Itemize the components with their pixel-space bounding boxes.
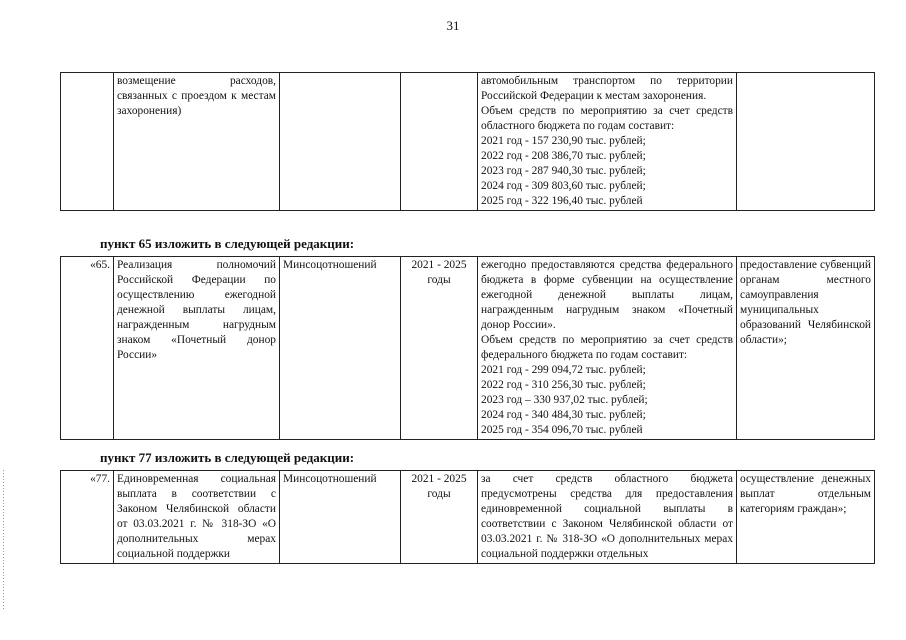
executor-cell bbox=[280, 73, 401, 211]
executor-cell: Минсоцотношений bbox=[280, 471, 401, 564]
row-number-cell: «65. bbox=[61, 257, 114, 440]
description-cell: автомобильным транспортом по территории Российской Федерации к местам захоронения. Объем средств по мероприятию за счет средств областного бюджета по годам составит: 2021 год - 157 230,90 тыс. рублей; 2022 год - 208 386,70 тыс. рублей; 2023 год - 287 940,30 тыс. рублей; 2024 год - 309 803,60 тыс. рублей; 2025 год - 322 196,40 тыс. рублей bbox=[478, 73, 737, 211]
row-number-cell bbox=[61, 73, 114, 211]
row-number-cell: «77. bbox=[61, 471, 114, 564]
program-table-continuation bbox=[60, 72, 875, 211]
result-cell: предоставление субвенций органам местного самоуправления муниципальных образований Челябинской области»; bbox=[737, 257, 875, 440]
table-row bbox=[61, 73, 875, 211]
years-cell: 2021 - 2025 годы bbox=[401, 257, 478, 440]
executor-cell: Минсоцотношений bbox=[280, 257, 401, 440]
scan-margin-mark bbox=[3, 470, 4, 610]
amendment-heading-77: пункт 77 изложить в следующей редакции: bbox=[100, 450, 355, 465]
amendment-heading-65: пункт 65 изложить в следующей редакции: bbox=[100, 236, 355, 251]
page-number: 31 bbox=[446, 18, 460, 33]
years-cell bbox=[401, 73, 478, 211]
table-row bbox=[61, 257, 875, 440]
years-cell: 2021 - 2025 годы bbox=[401, 471, 478, 564]
measure-name-cell: возмещение расходов, связанных с проездом к местам захоронения) bbox=[114, 73, 280, 211]
measure-name-cell: Единовременная социальная выплата в соответствии с Законом Челябинской области от 03.03.2021 г. № 318-ЗО «О дополнительных мерах социальной поддержки bbox=[114, 471, 280, 564]
table-row bbox=[61, 471, 875, 564]
description-cell: за счет средств областного бюджета предусмотрены средства для предоставления единовременной социальной выплаты в соответствии с Законом Челябинской области от 03.03.2021 г. № 318-ЗО «О дополнительных мерах социальной поддержки отдельных bbox=[478, 471, 737, 564]
program-table-item-65 bbox=[60, 256, 875, 440]
description-cell: ежегодно предоставляются средства федерального бюджета в форме субвенции на осуществление ежегодной денежной выплаты лицам, награжденным нагрудным знаком «Почетный донор России». Объем средств по мероприятию за счет средств федерального бюджета по годам составит: 2021 год - 299 094,72 тыс. рублей; 2022 год - 310 256,30 тыс. рублей; 2023 год – 330 937,02 тыс. рублей; 2024 год - 340 484,30 тыс. рублей; 2025 год - 354 096,70 тыс. рублей bbox=[478, 257, 737, 440]
program-table-item-77 bbox=[60, 470, 875, 564]
result-cell: осуществление денежных выплат отдельным категориям граждан»; bbox=[737, 471, 875, 564]
result-cell bbox=[737, 73, 875, 211]
measure-name-cell: Реализация полномочий Российской Федерации по осуществлению ежегодной денежной выплаты лицам, награжденным нагрудным знаком «Почетный донор России» bbox=[114, 257, 280, 440]
